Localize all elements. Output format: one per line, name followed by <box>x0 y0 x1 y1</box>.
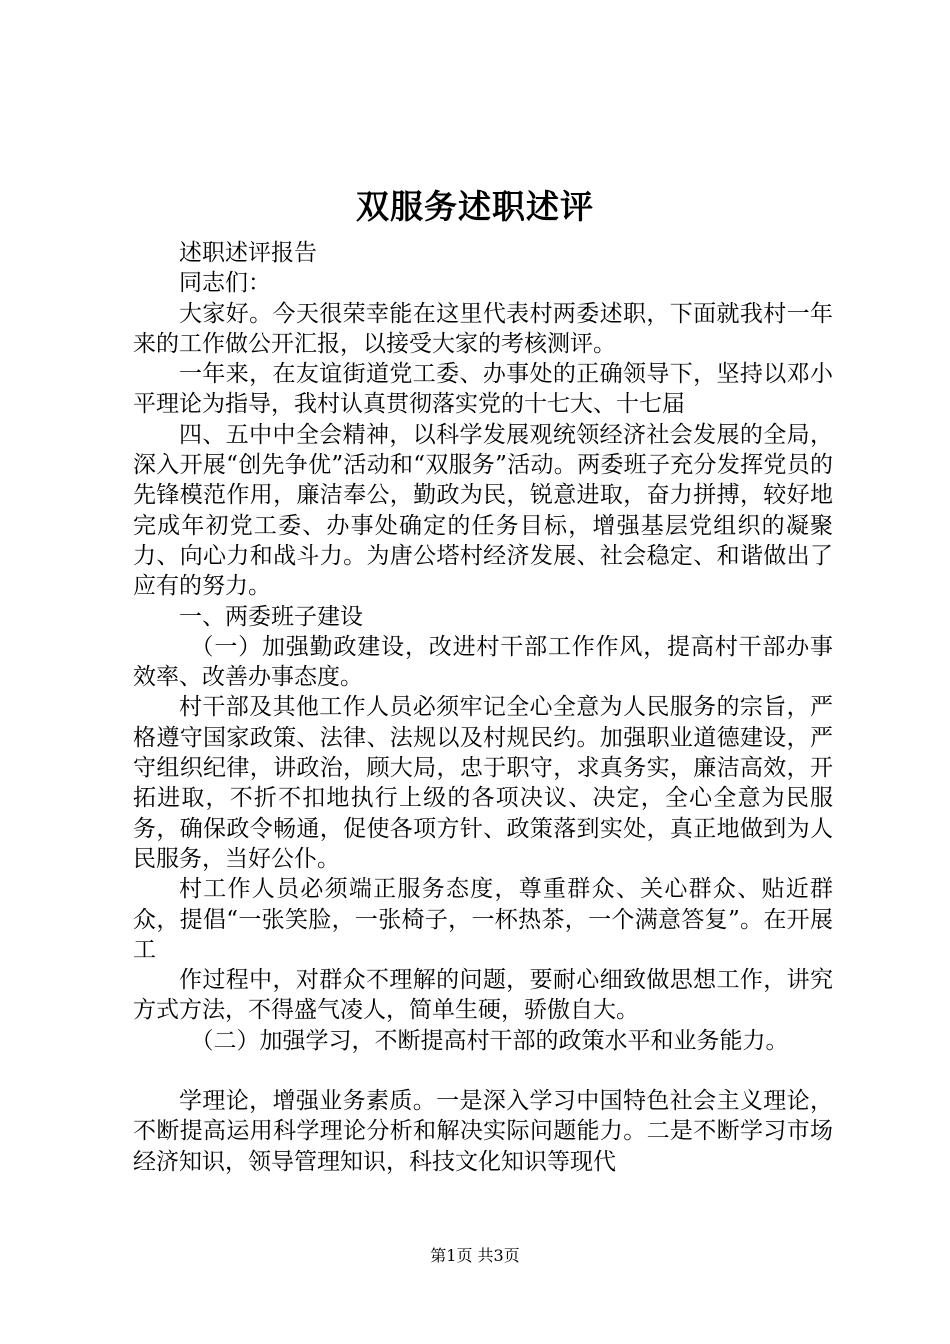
subsection-heading: （一）加强勤政建设，改进村干部工作作风，提高村干部办事效率、改善办事态度。 <box>133 633 833 691</box>
body-paragraph: 学理论，增强业务素质。一是深入学习中国特色社会主义理论，不断提高运用科学理论分析和解决实际问题能力。二是不断学习市场经济知识，领导管理知识，科技文化知识等现代 <box>133 1088 833 1175</box>
body-paragraph: 村干部及其他工作人员必须牢记全心全意为人民服务的宗旨，严格遵守国家政策、法律、法规以及村规民约。加强职业道德建设，严守组织纪律，讲政治，顾大局，忠于职守，求真务实，廉洁高效，开拓进取，不折不扣地执行上级的各项决议、决定，全心全意为民服务，确保政令畅通，促使各项方针、政策落到实处，真正地做到为人民服务，当好公仆。 <box>133 694 833 872</box>
body-paragraph: 村工作人员必须端正服务态度，尊重群众、关心群众、贴近群众，提倡“一张笑脸，一张椅子，一杯热茶，一个满意答复”。在开展工 <box>133 876 833 963</box>
section-heading: 一、两委班子建设 <box>179 603 363 630</box>
page-footer: 第1页 共3页 <box>430 1246 520 1265</box>
salutation: 同志们： <box>179 270 271 297</box>
subsection-heading: （二）加强学习，不断提高村干部的政策水平和业务能力。 <box>190 1027 789 1054</box>
document-title: 双服务述职述评 <box>356 187 594 226</box>
paragraph-gap <box>133 1056 833 1086</box>
report-heading: 述职述评报告 <box>179 240 317 266</box>
body-paragraph: 一年来，在友谊街道党工委、办事处的正确领导下，坚持以邓小平理论为指导，我村认真贯彻落实党的十七大、十七届 <box>133 361 833 418</box>
body-paragraph: 作过程中，对群众不理解的问题，要耐心细致做思想工作，讲究方式方法，不得盛气凌人，简单生硬，骄傲自大。 <box>133 967 833 1024</box>
body-paragraph: 大家好。今天很荣幸能在这里代表村两委述职，下面就我村一年来的工作做公开汇报，以接受大家的考核测评。 <box>133 300 833 357</box>
document-body <box>133 238 833 1177</box>
body-paragraph: 四、五中中全会精神，以科学发展观统领经济社会发展的全局，深入开展“创先争优”活动和“双服务”活动。两委班子充分发挥党员的先锋模范作用，廉洁奉公，勤政为民，锐意进取，奋力拼搏，较好地完成年初党工委、办事处确定的任务目标，增强基层党组织的凝聚力、向心力和战斗力。为唐公塔村经济发展、社会稳定、和谐做出了应有的努力。 <box>133 421 833 600</box>
